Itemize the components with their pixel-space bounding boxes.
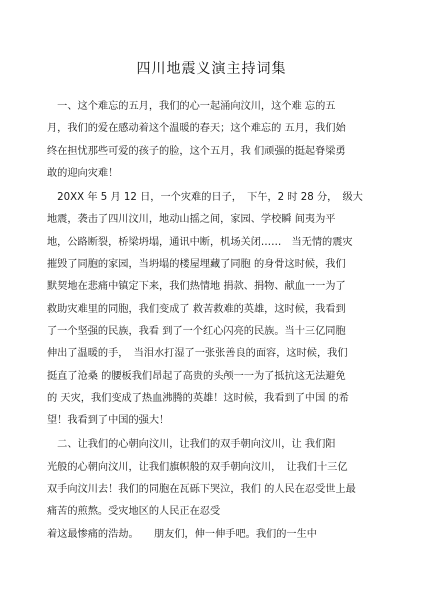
- document-title: 四川地震义演主持词集: [136, 61, 287, 77]
- paragraph-line: 望！我看到了中国的强大！: [47, 415, 170, 427]
- paragraph-line: 一、这个难忘的五月，我们的心一起涌向汶川，这个难 忘的五: [47, 101, 336, 112]
- paragraph-line: 终在担忧那些可爱的孩子的脸，这个五月，我 们顽强的挺起脊梁勇: [47, 145, 346, 157]
- paragraph-2: [47, 187, 379, 432]
- paragraph-line: 光般的心朝向汶川，让我们旗帜般的双手朝向汶川， 让我们十三亿: [47, 461, 348, 473]
- paragraph-line: 摧毁了同胞的家园，当坍塌的楼屋埋藏了同胞 的身骨这时候，我们: [47, 259, 346, 271]
- paragraph-line: 着这最惨痛的浩劫。 朋友们，伸一伸手吧。我们的一生中: [47, 528, 317, 540]
- paragraph-line: 敢的迎向灾难！: [47, 167, 119, 179]
- paragraph-line: 了一个坚强的民族，我看 到了一个红心闪亮的民族。当十三亿同胞: [47, 325, 346, 337]
- paragraph-line: 地，公路断裂，桥梁坍塌，通讯中断，机场关闭…… 当无情的震灾: [47, 236, 353, 248]
- paragraph-line: 挺直了沧桑 的腰板我们昂起了高贵的头颅一一为了抵抗这无法避免: [47, 370, 346, 382]
- paragraph-3: [47, 434, 379, 545]
- paragraph-line: 默契地在悲痛中镇定下来，我们热情地 捐款、捐物、献血一一为了: [47, 281, 346, 293]
- document-body: [47, 96, 379, 546]
- paragraph-line: 救助灾难里的同胞，我们变成了 救苦救难的英雄，这时候，我看到: [47, 303, 346, 315]
- paragraph-line: 20XX 年 5 月 12 日，一个灾难的日子， 下午，2 时 28 分， 级大: [47, 192, 363, 204]
- paragraph-line: 月，我们的爱在感动着这个温暖的春天；这个难忘的 五月，我们始: [47, 123, 346, 135]
- paragraph-line: 伸出了温暖的手， 当泪水打湿了一张张善良的面容，这时候，我们: [47, 348, 348, 360]
- paragraph-line: 痛苦的煎熬。受灾地区的人民正在忍受: [47, 506, 221, 518]
- paragraph-1: [47, 96, 379, 185]
- paragraph-line: 双手向汶川去！我们的同胞在瓦砾下哭泣，我们 的人民在忍受世上最: [47, 484, 356, 496]
- paragraph-line: 的 天灾，我们变成了热血沸腾的英雄！这时候，我看到了中国 的希: [47, 392, 349, 404]
- paragraph-line: 地震，袭击了四川汶川，地动山摇之间，家园、学校瞬 间夷为平: [47, 214, 336, 226]
- paragraph-line: 二、让我们的心朝向汶川，让我们的双手朝向汶川，让 我们阳: [47, 439, 336, 451]
